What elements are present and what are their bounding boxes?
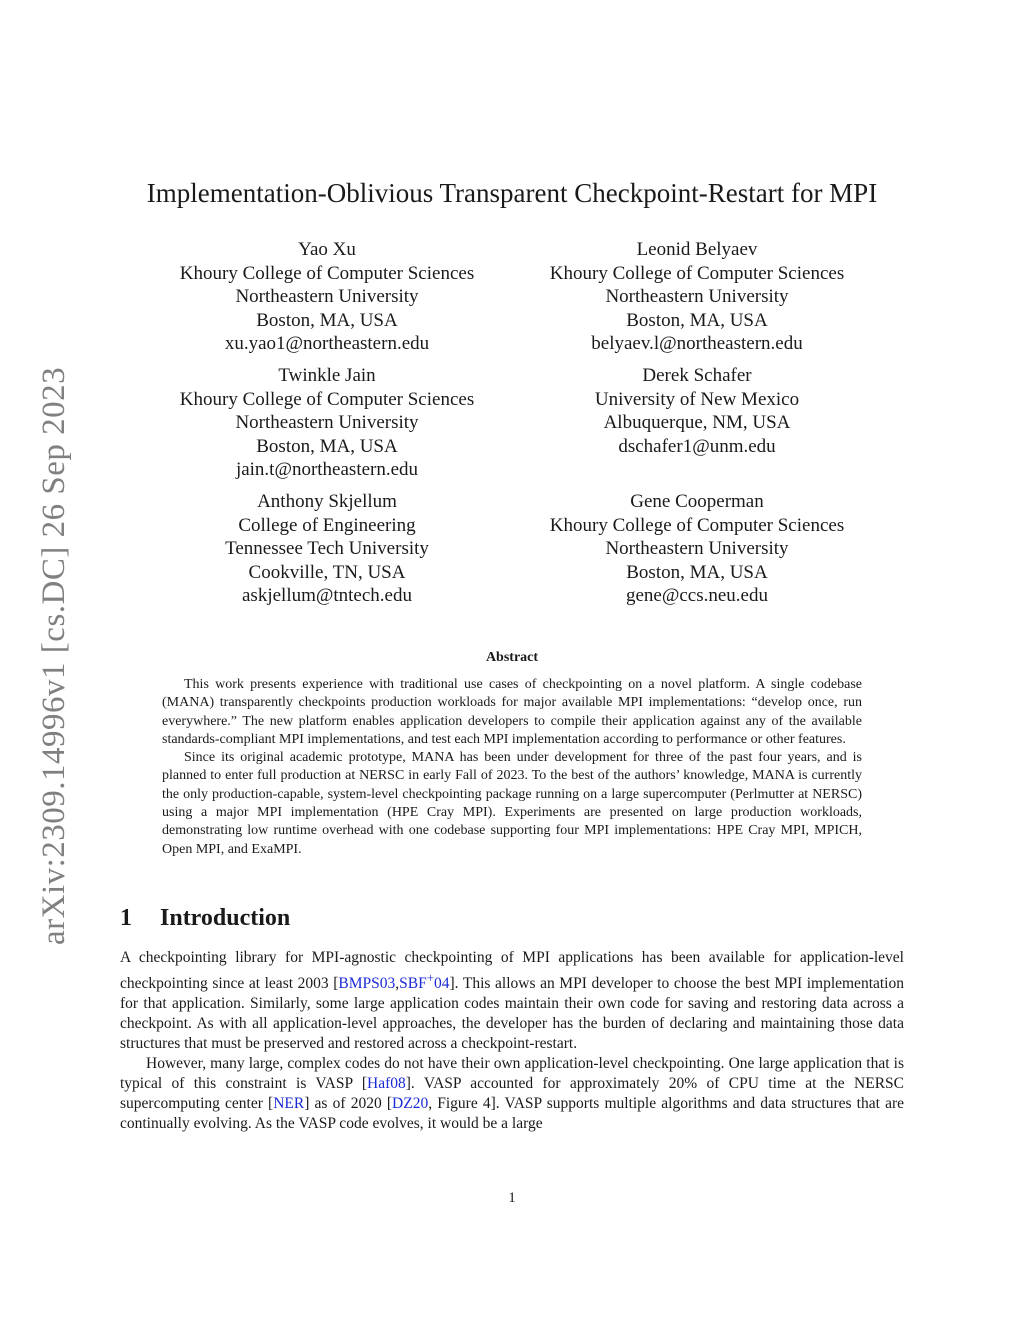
section-title: Introduction [160, 905, 291, 931]
author-location: Boston, MA, USA [626, 561, 768, 583]
author-affiliation: Khoury College of Computer Sciences [549, 262, 845, 284]
author-institution: Northeastern University [605, 538, 789, 559]
author-institution: Northeastern University [605, 286, 789, 307]
author-email: xu.yao1@northeastern.edu [224, 333, 430, 354]
citation-link[interactable] [399, 970, 450, 993]
text-run: However, many large, complex codes do not have their own application-level checkpointing. One large application that is typical of this constraint is VASP [ [120, 1055, 904, 1093]
author-name: Derek Schafer [642, 365, 752, 386]
text-run: , [395, 975, 400, 993]
abstract-heading: Abstract [485, 650, 539, 665]
introduction-body [120, 948, 904, 1134]
author-affiliation: Khoury College of Computer Sciences [549, 514, 845, 536]
citation-link[interactable]: NER [273, 1095, 305, 1113]
author-email: dschafer1@unm.edu [618, 435, 776, 457]
author-block-6 [517, 490, 877, 608]
author-block-2 [517, 238, 877, 356]
section-number: 1 [120, 905, 132, 931]
citation-text: SBF [399, 975, 427, 993]
author-block-3 [147, 364, 507, 482]
author-name: Gene Cooperman [630, 491, 764, 512]
text-run: ] as of 2020 [ [304, 1095, 393, 1113]
author-affiliation: Khoury College of Computer Sciences [179, 388, 475, 410]
author-location: Boston, MA, USA [256, 309, 398, 331]
author-institution: Northeastern University [235, 412, 419, 433]
author-affiliation: Khoury College of Computer Sciences [179, 262, 475, 284]
arxiv-identifier: arXiv:2309.14996v1 [cs.DC] 26 Sep 2023 [36, 366, 72, 945]
author-email: jain.t@northeastern.edu [235, 459, 419, 480]
author-block-5 [147, 490, 507, 608]
abstract-paragraph: This work presents experience with traditional use cases of checkpointing on a novel platform. A single codebase (MANA) transparently checkpoints production workloads for major available MPI implementations: “develop once, run everywhere.” The new platform enables application developers to compile their application against any of the available standards-compliant MPI implementations, and test each MPI implementation according to performance or other features. [162, 677, 862, 747]
author-name: Yao Xu [298, 239, 356, 260]
author-affiliation: College of Engineering [238, 514, 416, 536]
citation-link[interactable]: DZ20 [392, 1095, 429, 1113]
citation-link[interactable]: Haf08 [367, 1075, 406, 1093]
author-institution: Tennessee Tech University [225, 538, 429, 559]
author-email: askjellum@tntech.edu [242, 585, 412, 606]
body-paragraph [120, 1054, 904, 1134]
author-email: gene@ccs.neu.edu [626, 585, 768, 606]
text-run: A checkpointing library for MPI-agnostic checkpointing of MPI applications has been available for application-level checkpointing since at least 2003 [ [120, 949, 904, 993]
author-email: belyaev.l@northeastern.edu [591, 333, 803, 354]
abstract-paragraph: Since its original academic prototype, MANA has been under development for three of the past four years, and is planned to enter full production at NERSC in early Fall of 2023. To the best of the authors’ knowledge, MANA is currently the only production-capable, system-level checkpointing package running on a large supercomputer (Perlmutter at NERSC) using a major MPI implementation (HPE Cray MPI). Experiments are presented on large production workloads, demonstrating low runtime overhead with one codebase supporting four MPI implementations: HPE Cray MPI, MPICH, Open MPI, and ExaMPI. [162, 750, 862, 857]
text-run: , Figure 4]. VASP supports multiple algorithms and data structures that are continually evolving. As the VASP code evolves, it would be a large [120, 1095, 905, 1133]
author-block-1 [147, 238, 507, 356]
paper-title: Implementation-Oblivious Transparent Checkpoint-Restart for MPI [146, 178, 878, 208]
author-location: Cookville, TN, USA [248, 561, 406, 583]
citation-text: 04 [434, 975, 450, 993]
author-location: Boston, MA, USA [626, 309, 768, 331]
body-paragraph [120, 948, 904, 1054]
text-run: ]. VASP accounted for approximately 20% of CPU time at the NERSC supercomputing center [ [120, 1075, 904, 1113]
abstract-body [162, 676, 862, 859]
author-name: Twinkle Jain [278, 365, 376, 386]
author-block-4 [517, 364, 877, 458]
section-heading [120, 905, 290, 932]
citation-superscript: + [426, 970, 435, 985]
author-location: Boston, MA, USA [256, 435, 398, 457]
page-number: 1 [508, 1190, 516, 1206]
text-run: ]. This allows an MPI developer to choose the best MPI implementation for that application. Similarly, some large application codes maintain their own code for saving and restoring data across a checkpoint. As with all application-level approaches, the developer has the burden of declaring and maintaining those data structures that must be preserved and restored across a checkpoint-restart. [120, 975, 904, 1053]
author-institution: Albuquerque, NM, USA [603, 412, 791, 433]
author-name: Anthony Skjellum [257, 491, 397, 512]
author-name: Leonid Belyaev [636, 239, 758, 260]
author-affiliation: University of New Mexico [594, 388, 800, 410]
author-institution: Northeastern University [235, 286, 419, 307]
citation-link[interactable]: BMPS03 [338, 975, 396, 993]
